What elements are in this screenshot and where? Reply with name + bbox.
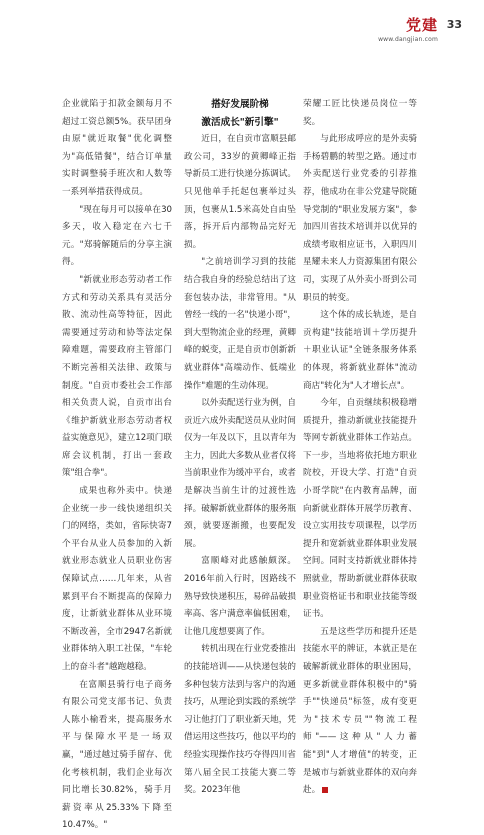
- paragraph: 成果也称外卖中。快递企业统一步一线快递组织关门的网络，类如，省际快寄7个平台从业人员参加的入新就业形态就业人员职业伤害保障试点……几年来，从省累到平台不断提高的保障力度，让新就业群体从业环境不断改善，全市2947名新就业群体纳入职工社保，"车轮上的奋斗者"越跑越稳。: [62, 486, 172, 672]
- paragraph: 近日，在自贡市富顺县邮政公司，33岁的黄卿峰正指导新员工进行快递分拣调试。只见他单手托起包裹举过头顶，包裹从1.5米高处自由坠落，拆开后内部物品完好无损。: [184, 134, 296, 250]
- page-header: [0, 0, 484, 60]
- logo-url: www.dangjian.com: [378, 36, 438, 43]
- paragraph: 富顺峰对此感触颇深。2016年前入行时，因路线不熟导致快递积压，易碎品破损率高、客户满意率偏低困难，让他几度想要离了作。: [184, 556, 296, 637]
- article-column-3: [303, 96, 417, 800]
- paragraph: 在富顺县骑行电子商务有限公司党支部书记、负责人陈小榆看来，提高服务水平与保障水平是一场双赢，"通过越过骑手留存、优化考核机制，我们企业每次同比增长30.82%，骑手月薪资率从25.33%下降至10.47%。": [62, 679, 172, 831]
- paragraph-last: [303, 624, 417, 800]
- article-column-1: [62, 96, 172, 835]
- paragraph: "现在每月可以接单在30多天，收入稳定在六七千元。"郑骑解随后的分享主演得。: [62, 204, 172, 268]
- section-title-line-2: 激活成长"新引擎": [201, 116, 279, 128]
- section-title-line-1: 搭好发展阶梯: [211, 99, 269, 110]
- paragraph: "新就业形态劳动者工作方式和劳动关系具有灵活分散、流动性高等特征，因此需要通过劳动和协等法定保障难题，需要政府主管部门不断完善相关法律、政策与制度。"自贡市委社会工作部相关负责人说，自贡市出台《维护新就业形态劳动者权益实施意见》，建立12项门联席会议机制，打出一套政策"组合拳"。: [62, 274, 172, 479]
- paragraph: "之前培训学习到的技能结合我自身的经验总结出了这套包装办法，非常管用。"从曾经一线的一名"快递小哥"，到大型物流企业的经理，黄卿峰的蜕变，正是自贡市创新新就业群体"高端动作、低端业操作"难题的生动体现。: [184, 257, 296, 391]
- end-mark-icon: [322, 787, 328, 793]
- magazine-logo: [378, 14, 438, 43]
- logo-text: 党建: [405, 16, 438, 34]
- paragraph: 转机出现在行业党委推出的技能培训——从快递包装的多种包装方法到与客户的沟通技巧，从理论到实践的系统学习让他打门了职业新天地，凭借运用这些技巧，他以平均的经验实现操作技巧夺得四川省第八届全民工技能大赛二等奖。2023年他: [184, 644, 296, 796]
- article-column-2: [184, 96, 296, 800]
- paragraph: 今年，自贡继续积极稳增质提升，推动新就业技能提升等网专新就业群体工作站点。下一步，当地将依托地方职业院校，开设大学、打造"自贡小哥学院"在内教育品牌，面向新就业群体开展学历教育、设立实用技专项课程，以学历提升和宽新就业群体职业发展空间。同时支持新就业群体持照就业，帮助新就业群体获取职业资格证书和职业技能等级证书。: [303, 398, 417, 620]
- page-number: 33: [446, 18, 462, 31]
- paragraph: 以外卖配送行业为例，自贡近六成外卖配送员从业时间仅为一年及以下，且以青年为主力，因此大多数从业者仅将当前职业作为缓冲平台，或者是解决当前生计的过渡性选择。破解新就业群体的服务瓶颈，就要逐渐搬，也要配发展。: [184, 398, 296, 549]
- paragraph-text: 五是这些学历和提升还是技能水平的牌证，本就正是在破解新就业群体的职业困局，更多新就业群体积极中的"骑手""快递员"标签，成有变更为"技术专员""物流工程师"——这种从"人力蓄能"到"人才增值"的转变，正是城市与新就业群体的双向奔赴。: [303, 626, 417, 796]
- paragraph: 企业就陷于扣款金额每月不超过工资总额5%。获早团身由原"就近取餐"优化调整为"高低错餐"，结合订单量实时调整骑手班次和人数等一系列举措获得成员。: [62, 99, 172, 197]
- paragraph: 与此形成呼应的是外卖骑手杨碧鹏的转型之路。通过市外卖配送行业党委的引荐推荐，他成功在非公党建导院随导党制的"职业发展方案"，参加四川省技术培训并以优异的成绩考取相应证书，入职四川星耀未来人力资源集团有限公司，实现了从外卖小哥到公司职员的转变。: [303, 134, 417, 303]
- paragraph: 这个体的成长轨迹，是自贡构建"技能培训＋学历提升＋职业认证"全链条服务体系的体现，将新就业群体"流动商店"转化为"人才增长点"。: [303, 310, 417, 391]
- paragraph: 荣耀工匠比快递员岗位一等奖。: [303, 99, 417, 127]
